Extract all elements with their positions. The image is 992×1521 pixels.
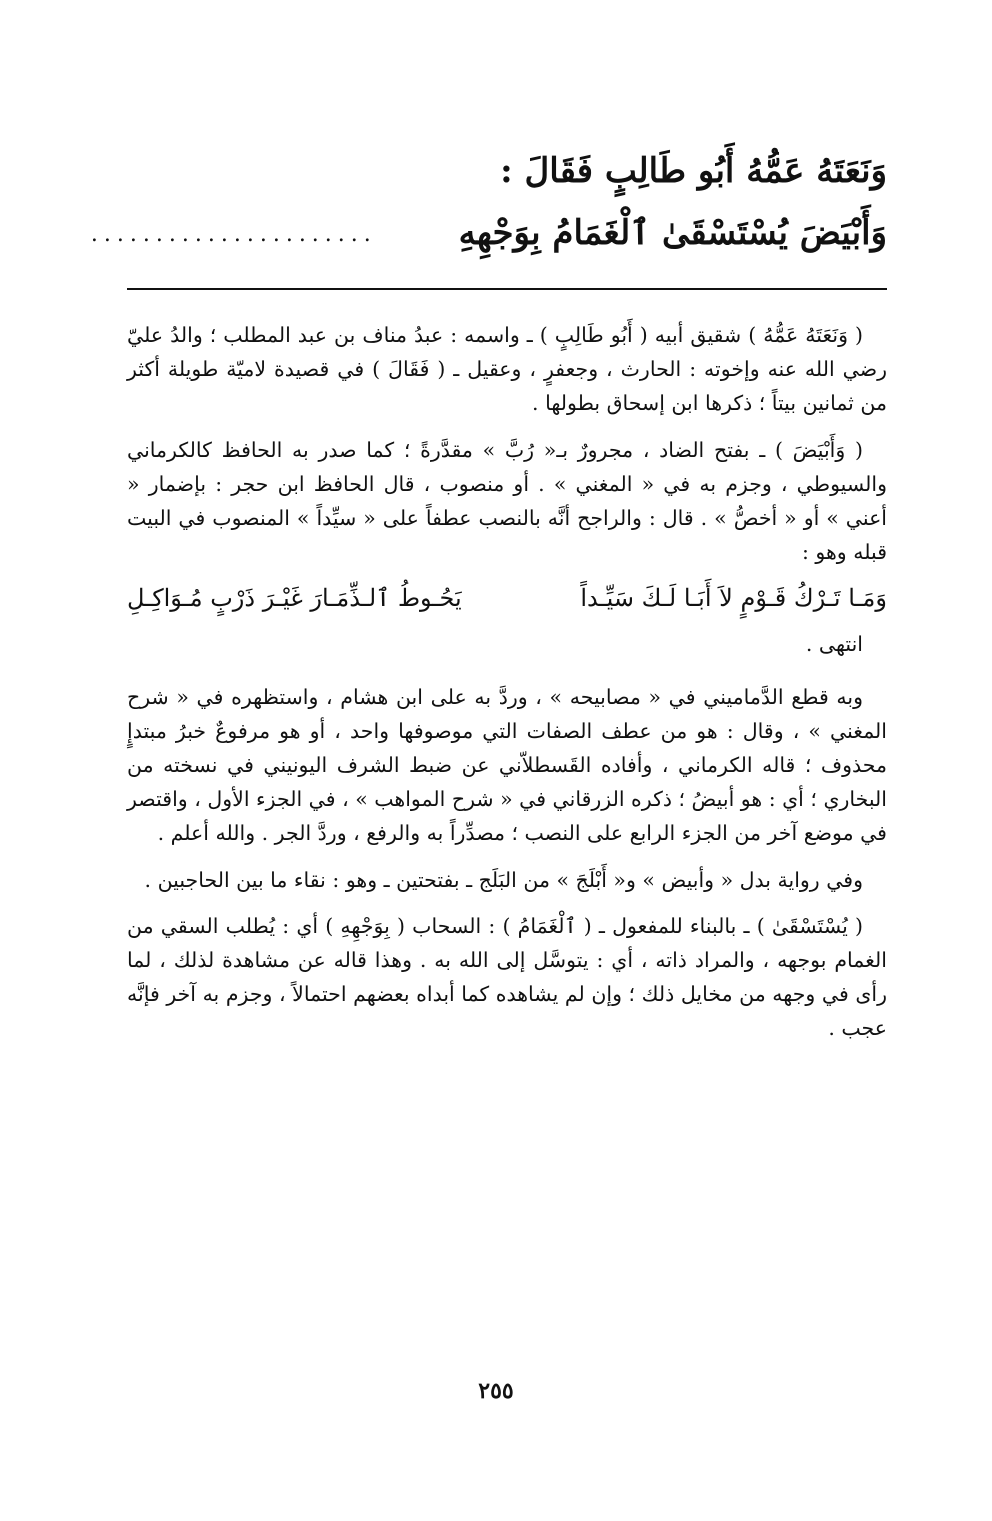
verse-line-1-text: وَنَعَتَهُ عَمُّهُ أَبُو طَالِبٍ فَقَالَ : (500, 151, 887, 191)
commentary-paragraph-5: ( يُسْتَسْقَىٰ ) ـ بالبناء للمفعول ـ ( ٱلْغَمَامُ ) : السحاب ( بِوَجْهِهِ ) أي : يُطلب السقي من الغمام بوجهه ، والمراد ذاته ، أي : يتوسَّل إلى الله به . وهذا قاله عن مشاهدة لذلك ، لما رأى في وجهه من مخايل ذلك ؛ وإن لم يشاهده كما أبداه بعضهم احتمالاً ، وجزم به آخر فإنَّه عجب . (127, 913, 887, 1041)
verse-line-1 (127, 140, 887, 202)
commentary-paragraph-2: ( وَأَبْيَضَ ) ـ بفتح الضاد ، مجرورٌ بـ« رُبَّ » مقدَّرةً ؛ كما صدر به الحافظ كالكرماني والسيوطي ، وجزم به في « المغني » . أو منصوب ، قال الحافظ ابن حجر : بإضمار « أعني » أو « أخصُّ » . قال : والراجح أنَّه بالنصب عطفاً على « سيِّداً » المنصوب في البيت قبله وهو : (127, 437, 887, 565)
commentary-paragraph-3: وبه قطع الدَّماميني في « مصابيحه » ، وردَّ به على ابن هشام ، واستظهره في « شرح المغني » ، وقال : هو من عطف الصفات التي موصوفها واحد ، أو هو مرفوعٌ خبرُ مبتدإٍ محذوف ؛ قاله الكرماني ، وأفاده القَسطلاّني عن ضبط الشرف اليونيني في نسخته من البخاري ؛ أي : هو أبيضُ ؛ ذكره الزرقاني في « شرح المواهب » ، في الجزء الأول ، واقتصر في موضع آخر من الجزء الرابع على النصب ؛ مصدِّراً به والرفع ، وردَّ الجر . والله أعلم . (127, 684, 887, 846)
ending-text: انتهى . (805, 632, 863, 657)
commentary-paragraph-1: ( وَنَعَتَهُ عَمُّهُ ) شقيق أبيه ( أَبُو طَالِبٍ ) ـ واسمه : عبدُ مناف بن عبد المطلب ؛ والدُ عليّ رضي الله عنه وإخوته : الحارث ، وجعفرٍ ، وعقيل ـ ( فَقَالَ ) في قصيدة لاميّة طويلة أكثر من ثمانين بيتاً ؛ ذكرها ابن إسحاق بطولها . (127, 323, 887, 416)
separator-rule (127, 288, 887, 290)
page-number: ٢٥٥ (478, 1378, 514, 1404)
verse-line-2 (90, 202, 887, 266)
verse-line-2-dots: ...................... (90, 222, 377, 247)
commentary (127, 318, 887, 1058)
verse-block (90, 140, 887, 266)
poem-hemistich-right: وَمَـا تَـرْكُ قَـوْمٍ لاَ أَبَـا لَـكَ سَيِّـداً (580, 584, 887, 613)
poem-hemistich-left: يَحُـوطُ ٱلـذِّمَـارَ غَيْـرَ ذَرْبٍ مُـوَاكِـلِ (127, 584, 462, 613)
verse-line-2-text: وَأَبْيَضَ يُسْتَسْقَىٰ ٱلْغَمَامُ بِوَجْهِهِ (458, 213, 887, 253)
poem-line (127, 575, 887, 621)
commentary-paragraph-4: وفي رواية بدل « وأبيض » و« أَبْلَجَ » من البَلَج ـ بفتحتين ـ وهو : نقاء ما بين الحاجبين . (144, 867, 863, 892)
